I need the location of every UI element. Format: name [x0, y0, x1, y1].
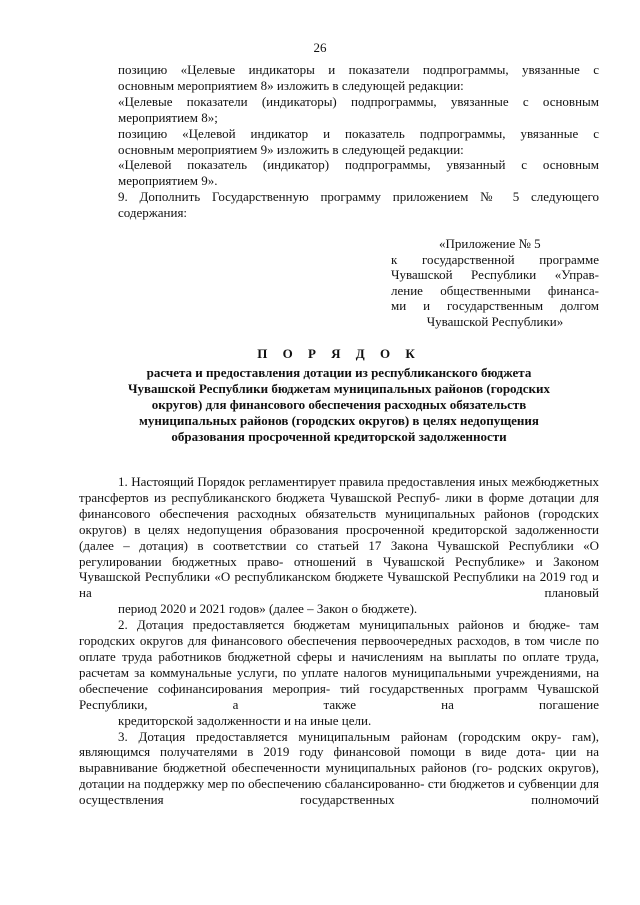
paragraph-2	[79, 617, 599, 728]
text-line: статьей 17 Закона Чувашской Республики «О регулировании бюджетных право-	[79, 537, 600, 569]
text-line: период 2020 и 2021 годов» (далее – Закон о бюджете).	[118, 601, 418, 617]
text-line: тий государственных программ Чувашской Республики, а также на погашение	[79, 680, 599, 712]
text-line: лики в форме дотации для финансового обеспечения расходных обязательств	[79, 489, 599, 521]
paragraph-3	[79, 729, 599, 809]
appendix-line: к государственной программе	[391, 251, 599, 267]
paragraph-target-9	[79, 157, 599, 189]
text-line: муниципальных районов (городских округов) в целях недопущения образования	[79, 505, 600, 537]
text-line: кредиторской задолженности и на иные цели.	[118, 712, 372, 728]
text-line: гам), являющимся получателями в 2019 году финансовой помощи в виде дота-	[79, 728, 599, 760]
text-line: «Целевой показатель (индикатор) подпрограммы, увязанный с основным	[118, 157, 599, 173]
appendix-line: ление общественными финанса-	[391, 282, 599, 298]
text-line: «Целевые показатели (индикаторы) подпрограммы, увязанные с основным	[118, 93, 599, 109]
text-line: республиканском бюджете Чувашской Республики на 2019 год и на плановый	[79, 569, 599, 601]
page-number: 26	[313, 40, 327, 55]
text-line: 9. Дополнить Государственную программу приложением № 5 следующего	[118, 189, 599, 205]
text-line: там городских округов для финансового обеспечения первоочередных расходов,	[79, 617, 599, 649]
paragraph-position-8	[79, 62, 599, 94]
text-line: мероприятием 9».	[118, 173, 218, 189]
text-line: выплаты по оплате труда, расчетам за коммунальные услуги, по уплате налогов	[79, 648, 600, 680]
text-line: позицию «Целевой индикатор и показатель подпрограммы, увязанные с	[118, 125, 599, 141]
appendix-line: Чувашской Республики»	[426, 313, 564, 329]
paragraph-1	[79, 474, 599, 617]
paragraph-position-9	[79, 126, 599, 158]
body-section	[79, 474, 599, 808]
title-line: Чувашской Республики бюджетам муниципальных районов (городских	[127, 381, 550, 396]
text-line: в том числе по оплате труда работников бюджетной сферы и начислениям на	[79, 633, 600, 664]
text-line: основным мероприятием 9» изложить в следующей редакции:	[118, 141, 464, 157]
text-line: содержания:	[118, 205, 188, 221]
text-line: ции на выравнивание бюджетной обеспеченности муниципальных районов (го-	[79, 744, 600, 776]
appendix-header	[391, 236, 599, 330]
document-title	[79, 346, 599, 445]
appendix-line: «Приложение № 5	[439, 236, 541, 251]
text-line: 1. Настоящий Порядок регламентирует правила предоставления иных	[118, 474, 508, 489]
text-line: родских округов), дотации на поддержку мер по обеспечению сбалансированно-	[79, 760, 599, 792]
paragraph-item-9	[79, 189, 599, 221]
text-line: 2. Дотация предоставляется бюджетам муниципальных районов и бюдже-	[118, 617, 571, 633]
title-line: округов) для финансового обеспечения расходных обязательств	[151, 397, 527, 412]
text-line: сти бюджетов и субвенции для осуществления государственных полномочий	[79, 776, 599, 808]
text-line: основным мероприятием 8» изложить в следующей редакции:	[118, 77, 464, 93]
title-line: расчета и предоставления дотации из республиканского бюджета	[146, 365, 532, 380]
text-line: 3. Дотация предоставляется муниципальным районам (городским окру-	[118, 728, 562, 744]
appendix-line: ми и государственным долгом	[391, 298, 599, 314]
title-line: муниципальных районов (городских округов) в целях недопущения	[139, 413, 539, 428]
paragraph-target-8	[79, 94, 599, 126]
top-section	[79, 62, 599, 221]
text-line: мероприятием 8»;	[118, 109, 218, 125]
text-line: муниципальными учреждениями, на обеспечение софинансирования мероприя-	[79, 664, 600, 696]
text-line: позицию «Целевые индикаторы и показатели подпрограммы, увязанные с	[118, 62, 599, 77]
text-line: межбюджетных трансфертов из республиканского бюджета Чувашской Респуб-	[79, 474, 599, 505]
text-line: просроченной кредиторской задолженности (далее – дотация) в соответствии со	[79, 521, 600, 553]
title-line: образования просроченной кредиторской задолженности	[171, 429, 507, 444]
appendix-line: Чувашской Республики «Управ-	[391, 267, 599, 283]
title-heading: П О Р Я Д О К	[257, 346, 421, 361]
text-line: отношений в Чувашской Республике» и Законом Чувашской Республики «О	[79, 553, 600, 585]
